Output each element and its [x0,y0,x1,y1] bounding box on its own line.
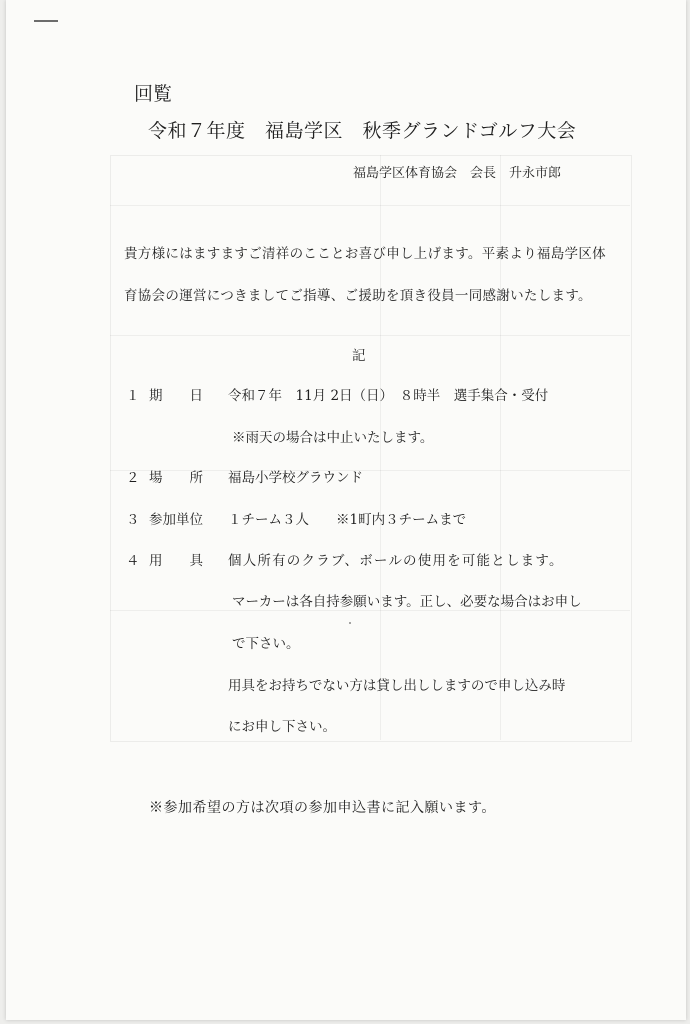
item-label-equipment: 用 具 [149,553,203,569]
item-value-date: 令和７年 11月 2日（日） ８時半 選手集合・受付 [228,388,549,404]
item-value-unit: １チーム３人 ※1町内３チームまで [228,512,467,528]
item-value-equipment: 個人所有のクラブ、ボールの使用を可能とします。 [228,553,564,569]
footer-note: ※参加希望の方は次項の参加申込書に記入願います。 [149,800,496,816]
pencil-mark [34,20,58,22]
ki-heading: 記 [352,348,366,364]
item-number: ４ [126,553,140,569]
organization-signature: 福島学区体育協会 会長 升永市郎 [353,166,562,181]
item-equipment-detail: で下さい。 [232,636,300,652]
stray-dot [349,622,351,624]
item-equipment-detail: にお申し下さい。 [228,719,336,735]
item-number: ２ [126,470,140,486]
document-title: 令和７年度 福島学区 秋季グランドゴルフ大会 [148,120,577,142]
item-label-place: 場 所 [149,470,203,486]
item-equipment-detail: マーカーは各自持参願います。正し、必要な場合はお申し [232,594,582,610]
item-label-unit: 参加単位 [149,512,203,528]
item-equipment-detail: 用具をお持ちでない方は貸し出ししますので申し込み時 [228,678,566,694]
item-number: ３ [126,512,140,528]
item-note-rain: ※雨天の場合は中止いたします。 [232,430,434,446]
item-value-place: 福島小学校グラウンド [228,470,363,486]
greeting-line: 貴方様にはますますご清祥のこことお喜び申し上げます。平素より福島学区体 [124,246,606,262]
item-number: １ [126,388,140,404]
document-page [6,0,686,1020]
item-label-date: 期 日 [149,388,203,404]
circulation-label: 回覧 [134,83,173,105]
greeting-line: 育協会の運営につきましてご指導、ご援助を頂き役員一同感謝いたします。 [124,288,592,304]
